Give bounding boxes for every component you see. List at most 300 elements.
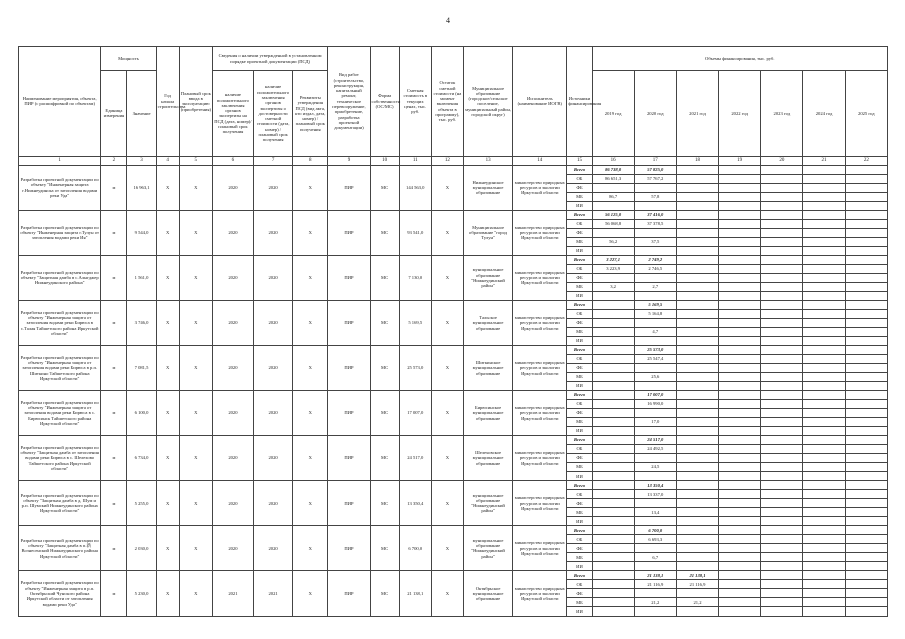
financing-cell (676, 336, 718, 345)
remaining-cell: Х (431, 571, 463, 617)
col-header-year: 2019 год (592, 71, 634, 157)
financing-cell (845, 409, 887, 418)
col-header-funding-sources: Источники финансирования (567, 47, 592, 157)
financing-cell: 25 573,0 (634, 345, 676, 354)
financing-cell (845, 553, 887, 562)
funding-source-label: Всего (567, 391, 592, 400)
financing-cell (719, 174, 761, 183)
financing-cell (761, 400, 803, 409)
financing-cell (761, 517, 803, 526)
financing-cell (719, 336, 761, 345)
start-year-cell: Х (156, 165, 179, 210)
psd-expertise-cell: 2020 (212, 526, 253, 571)
financing-cell (719, 454, 761, 463)
financing-cell (592, 327, 634, 336)
financing-cell (719, 255, 761, 264)
financing-cell (803, 246, 845, 255)
psd-estimate-cell: 2020 (254, 526, 293, 571)
financing-cell (803, 165, 845, 174)
financing-cell: 13 350,4 (634, 481, 676, 490)
funding-source-label: ИИ (567, 246, 592, 255)
financing-cell (592, 246, 634, 255)
column-number: 7 (254, 156, 293, 165)
financing-cell (719, 282, 761, 291)
funding-source-label: ФБ (567, 183, 592, 192)
funding-source-label: Всего (567, 255, 592, 264)
table-row (19, 436, 888, 445)
psd-estimate-cell: 2020 (254, 165, 293, 210)
psd-estimate-cell: 2020 (254, 436, 293, 481)
works-cell: ПИР (328, 300, 370, 345)
cost-cell: 13 350,4 (399, 481, 431, 526)
unit-cell: м (101, 165, 127, 210)
financing-cell (845, 535, 887, 544)
financing-cell (592, 372, 634, 381)
financing-cell (845, 454, 887, 463)
start-year-cell: Х (156, 391, 179, 436)
column-number: 1 (19, 156, 101, 165)
financing-cell (592, 201, 634, 210)
remaining-cell: Х (431, 345, 463, 390)
financing-cell (803, 580, 845, 589)
funding-source-label: ФБ (567, 273, 592, 282)
financing-cell (761, 526, 803, 535)
financing-cell (845, 400, 887, 409)
power-value-cell: 5 230,0 (127, 571, 156, 617)
power-value-cell: 7 081,5 (127, 345, 156, 390)
page-number: 4 (446, 16, 450, 25)
table-row (19, 526, 888, 535)
financing-cell (761, 391, 803, 400)
financing-cell (592, 526, 634, 535)
financing-cell (592, 345, 634, 354)
financing-cell (719, 445, 761, 454)
financing-cell (719, 607, 761, 617)
commission-cell: Х (179, 391, 212, 436)
municipality-cell: муниципальное образование "Нижнеудинский район" (463, 481, 512, 526)
financing-cell: 56 125,0 (592, 210, 634, 219)
municipality-cell: Нижнеудинское муниципальное образование (463, 165, 512, 210)
commission-cell: Х (179, 300, 212, 345)
commission-cell: Х (179, 436, 212, 481)
financing-cell (845, 381, 887, 390)
column-number: 18 (676, 156, 718, 165)
funding-source-label: МБ (567, 508, 592, 517)
funding-source-label: ФБ (567, 318, 592, 327)
psd-expertise-cell: 2020 (212, 165, 253, 210)
financing-cell (719, 183, 761, 192)
financing-cell (676, 472, 718, 481)
financing-cell (845, 264, 887, 273)
table-row (19, 391, 888, 400)
financing-cell (761, 192, 803, 201)
financing-cell (634, 201, 676, 210)
financing-cell: 86 738,0 (592, 165, 634, 174)
financing-cell (845, 526, 887, 535)
financing-cell (845, 354, 887, 363)
financing-cell (761, 300, 803, 309)
col-header-executor: Исполнитель (наименование ИОГВ) (513, 47, 567, 157)
financing-cell (761, 454, 803, 463)
financing-cell (634, 183, 676, 192)
funding-source-label: Всего (567, 345, 592, 354)
financing-cell (592, 499, 634, 508)
unit-cell: м (101, 255, 127, 300)
financing-cell (761, 553, 803, 562)
cost-cell: 6 700,0 (399, 526, 431, 571)
works-cell: ПИР (328, 391, 370, 436)
financing-cell (634, 246, 676, 255)
financing-cell (803, 418, 845, 427)
financing-cell (676, 517, 718, 526)
financing-cell (803, 499, 845, 508)
financing-cell (592, 363, 634, 372)
unit-cell: м (101, 300, 127, 345)
financing-cell (761, 363, 803, 372)
financing-cell (761, 445, 803, 454)
financing-cell (845, 345, 887, 354)
column-number: 8 (293, 156, 328, 165)
financing-cell (761, 345, 803, 354)
psd-approval-cell: Х (293, 165, 328, 210)
financing-cell (592, 418, 634, 427)
financing-cell (803, 400, 845, 409)
financing-cell (761, 418, 803, 427)
table-row (19, 210, 888, 219)
financing-cell (845, 363, 887, 372)
unit-cell: м (101, 526, 127, 571)
financing-cell (592, 183, 634, 192)
psd-approval-cell: Х (293, 571, 328, 617)
financing-cell: 16 990,0 (634, 400, 676, 409)
financing-cell (845, 598, 887, 607)
cost-cell: 24 517,0 (399, 436, 431, 481)
col-header-municipality: Муниципальное образование (городское/сельское поселение, муниципальный район, городской округ) (463, 47, 512, 157)
psd-expertise-cell: 2020 (212, 481, 253, 526)
financing-cell (676, 309, 718, 318)
funding-source-label: ИИ (567, 201, 592, 210)
executor-cell: министерство природных ресурсов и экологии Иркутской области (513, 300, 567, 345)
financing-cell (676, 255, 718, 264)
unit-cell: м (101, 571, 127, 617)
financing-cell (592, 598, 634, 607)
financing-cell (592, 354, 634, 363)
financing-cell: 2,7 (634, 282, 676, 291)
financing-cell (592, 391, 634, 400)
column-number: 15 (567, 156, 592, 165)
financing-cell (592, 535, 634, 544)
works-cell: ПИР (328, 345, 370, 390)
financing-cell (592, 454, 634, 463)
financing-cell: 2 749,2 (634, 255, 676, 264)
column-number: 3 (127, 156, 156, 165)
financing-cell (845, 436, 887, 445)
financing-cell: 21,2 (634, 598, 676, 607)
financing-cell (719, 517, 761, 526)
executor-cell: министерство природных ресурсов и экологии Иркутской области (513, 526, 567, 571)
col-header-financing: Объемы финансирования, тыс. руб. (592, 47, 887, 71)
financing-cell (845, 508, 887, 517)
remaining-cell: Х (431, 481, 463, 526)
financing-cell (634, 409, 676, 418)
financing-cell: 86,7 (592, 192, 634, 201)
financing-cell (803, 201, 845, 210)
funding-source-label: МБ (567, 372, 592, 381)
column-number: 12 (431, 156, 463, 165)
funding-source-label: ИИ (567, 291, 592, 300)
funding-source-label: ИИ (567, 336, 592, 345)
remaining-cell: Х (431, 436, 463, 481)
column-number: 4 (156, 156, 179, 165)
financing-cell (845, 517, 887, 526)
commission-cell: Х (179, 571, 212, 617)
funding-source-label: ИИ (567, 517, 592, 526)
financing-cell (676, 246, 718, 255)
remaining-cell: Х (431, 526, 463, 571)
financing-cell (719, 300, 761, 309)
financing-cell (592, 300, 634, 309)
funding-source-label: ИИ (567, 607, 592, 617)
financing-cell (676, 589, 718, 598)
financing-cell (676, 391, 718, 400)
financing-cell (592, 589, 634, 598)
financing-cell (676, 553, 718, 562)
financing-cell (761, 490, 803, 499)
commission-cell: Х (179, 255, 212, 300)
financing-cell (803, 598, 845, 607)
financing-cell (592, 409, 634, 418)
financing-cell (845, 282, 887, 291)
financing-cell (803, 174, 845, 183)
financing-cell (592, 400, 634, 409)
financing-table (18, 46, 888, 617)
funding-source-label: ОБ (567, 535, 592, 544)
funding-source-label: ОБ (567, 400, 592, 409)
municipality-cell: Бирюсинское муниципальное образование (463, 391, 512, 436)
financing-cell (761, 264, 803, 273)
column-number: 21 (803, 156, 845, 165)
commission-cell: Х (179, 526, 212, 571)
financing-cell (845, 391, 887, 400)
financing-cell (803, 183, 845, 192)
funding-source-label: ОБ (567, 580, 592, 589)
financing-cell (592, 544, 634, 553)
financing-cell: 57,8 (634, 192, 676, 201)
funding-source-label: МБ (567, 282, 592, 291)
financing-cell (845, 291, 887, 300)
col-header-year: 2022 год (719, 71, 761, 157)
executor-cell: министерство природных ресурсов и экологии Иркутской области (513, 345, 567, 390)
financing-cell (719, 409, 761, 418)
financing-cell (719, 499, 761, 508)
ownership-cell: МС (370, 165, 399, 210)
financing-cell (803, 526, 845, 535)
financing-cell (845, 246, 887, 255)
psd-estimate-cell: 2020 (254, 345, 293, 390)
col-header-psd-estimate: наличие положительного заключения органов экспертизы о достоверности сметной стоимости (дата, номер) / плановый срок получения (254, 71, 293, 157)
executor-cell: министерство природных ресурсов и экологии Иркутской области (513, 210, 567, 255)
financing-cell (676, 237, 718, 246)
financing-cell (676, 481, 718, 490)
column-number: 16 (592, 156, 634, 165)
financing-cell: 4,7 (634, 327, 676, 336)
col-header-psd-approval: Реквизиты утверждения ПСД (вид акта, кто издал, дата, номер) / плановый срок получения (293, 71, 328, 157)
financing-cell (719, 418, 761, 427)
financing-cell (634, 291, 676, 300)
financing-cell (719, 201, 761, 210)
financing-cell: 2 746,5 (634, 264, 676, 273)
financing-cell (761, 571, 803, 580)
psd-estimate-cell: 2020 (254, 481, 293, 526)
financing-cell (803, 562, 845, 571)
financing-cell (592, 571, 634, 580)
financing-cell (803, 472, 845, 481)
psd-expertise-cell: 2021 (212, 571, 253, 617)
financing-cell (803, 463, 845, 472)
financing-cell (634, 273, 676, 282)
financing-cell: 25 547,4 (634, 354, 676, 363)
ownership-cell: МС (370, 255, 399, 300)
financing-cell: 56 068,8 (592, 219, 634, 228)
financing-cell (803, 363, 845, 372)
financing-cell (761, 237, 803, 246)
financing-cell (676, 544, 718, 553)
financing-cell (803, 255, 845, 264)
financing-cell: 37 416,0 (634, 210, 676, 219)
funding-source-label: МБ (567, 463, 592, 472)
financing-cell: 17,0 (634, 418, 676, 427)
psd-estimate-cell: 2020 (254, 300, 293, 345)
executor-cell: министерство природных ресурсов и экологии Иркутской области (513, 165, 567, 210)
financing-cell (676, 463, 718, 472)
remaining-cell: Х (431, 255, 463, 300)
financing-cell (845, 300, 887, 309)
financing-cell: 6,7 (634, 553, 676, 562)
remaining-cell: Х (431, 210, 463, 255)
start-year-cell: Х (156, 481, 179, 526)
financing-cell (719, 562, 761, 571)
financing-cell (719, 246, 761, 255)
financing-cell (676, 454, 718, 463)
financing-cell: 6 700,0 (634, 526, 676, 535)
financing-cell (803, 327, 845, 336)
financing-cell: 5 169,5 (634, 300, 676, 309)
remaining-cell: Х (431, 391, 463, 436)
object-name: Разработка проектной документации по объекту "Защитная дамба в п.新 Вознесенский Нижнеудинского района Иркутской области" (19, 526, 101, 571)
financing-cell (803, 391, 845, 400)
financing-cell: 57 825,0 (634, 165, 676, 174)
financing-cell (803, 219, 845, 228)
financing-cell: 21 138,1 (676, 571, 718, 580)
table-row (19, 571, 888, 580)
financing-cell (719, 400, 761, 409)
col-header-year: 2020 год (634, 71, 676, 157)
financing-cell (845, 183, 887, 192)
financing-cell (803, 381, 845, 390)
financing-cell (634, 562, 676, 571)
column-number: 10 (370, 156, 399, 165)
financing-cell (676, 228, 718, 237)
psd-approval-cell: Х (293, 210, 328, 255)
financing-cell (676, 219, 718, 228)
financing-cell (845, 607, 887, 617)
financing-cell (634, 517, 676, 526)
municipality-cell: Октябрьское муниципальное образование (463, 571, 512, 617)
financing-cell (803, 427, 845, 436)
financing-cell (803, 409, 845, 418)
funding-source-label: Всего (567, 436, 592, 445)
remaining-cell: Х (431, 300, 463, 345)
financing-cell (719, 372, 761, 381)
financing-cell (803, 454, 845, 463)
financing-cell: 24 492,5 (634, 445, 676, 454)
start-year-cell: Х (156, 210, 179, 255)
financing-cell (761, 372, 803, 381)
col-header-value: Значение (127, 71, 156, 157)
financing-cell (719, 327, 761, 336)
financing-cell (761, 436, 803, 445)
financing-cell (845, 255, 887, 264)
financing-cell (676, 508, 718, 517)
financing-cell (719, 481, 761, 490)
financing-cell (592, 481, 634, 490)
financing-cell (803, 345, 845, 354)
financing-cell (676, 201, 718, 210)
funding-source-label: МБ (567, 418, 592, 427)
power-value-cell: 5 255,0 (127, 481, 156, 526)
works-cell: ПИР (328, 255, 370, 300)
works-cell: ПИР (328, 436, 370, 481)
financing-cell (592, 445, 634, 454)
start-year-cell: Х (156, 300, 179, 345)
funding-source-label: ФБ (567, 544, 592, 553)
financing-cell (719, 309, 761, 318)
financing-cell (761, 210, 803, 219)
column-number: 11 (399, 156, 431, 165)
financing-cell: 21 116,9 (634, 580, 676, 589)
start-year-cell: Х (156, 571, 179, 617)
unit-cell: м (101, 210, 127, 255)
financing-cell (845, 562, 887, 571)
works-cell: ПИР (328, 526, 370, 571)
funding-source-label: Всего (567, 165, 592, 174)
col-header-ownership: Форма собственности (ОС/МС) (370, 47, 399, 157)
financing-cell (719, 490, 761, 499)
financing-cell (676, 345, 718, 354)
executor-cell: министерство природных ресурсов и экологии Иркутской области (513, 481, 567, 526)
financing-cell: 57 767,2 (634, 174, 676, 183)
financing-cell (634, 472, 676, 481)
psd-approval-cell: Х (293, 481, 328, 526)
financing-cell (719, 363, 761, 372)
financing-cell (676, 183, 718, 192)
financing-cell (676, 165, 718, 174)
financing-cell (761, 508, 803, 517)
financing-cell (676, 562, 718, 571)
financing-cell (761, 228, 803, 237)
cost-cell: 25 573,0 (399, 345, 431, 390)
financing-cell (719, 580, 761, 589)
financing-cell (845, 273, 887, 282)
financing-cell (676, 264, 718, 273)
cost-cell: 21 138,1 (399, 571, 431, 617)
financing-cell: 56,2 (592, 237, 634, 246)
financing-cell (592, 607, 634, 617)
financing-cell (803, 210, 845, 219)
financing-cell (845, 327, 887, 336)
financing-cell (719, 264, 761, 273)
financing-cell (803, 607, 845, 617)
